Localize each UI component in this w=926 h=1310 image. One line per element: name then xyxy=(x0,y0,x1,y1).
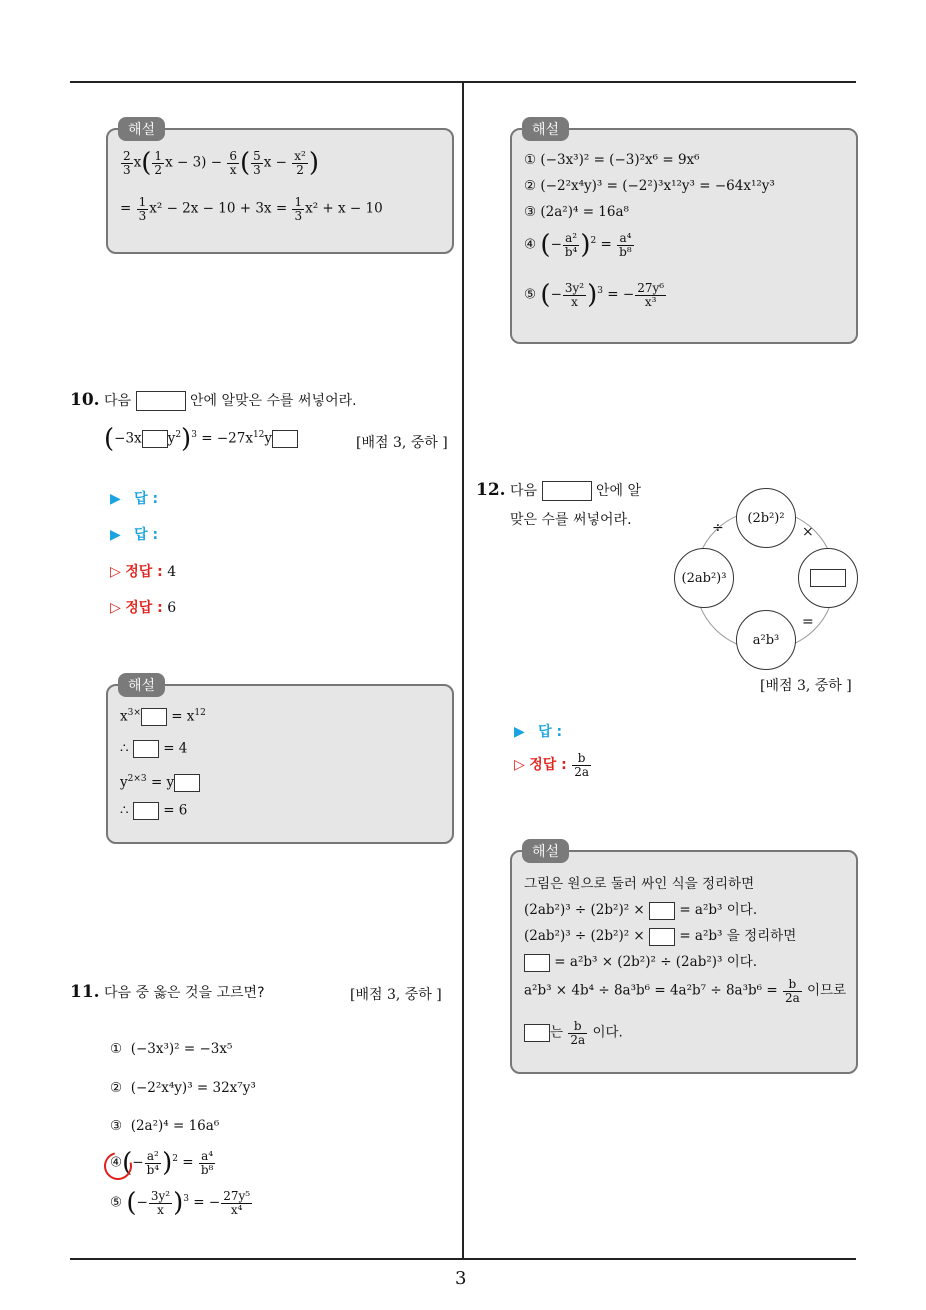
q10-number: 10. xyxy=(70,390,100,410)
q12-circle-right xyxy=(798,548,858,608)
q12-sol-line2: (2ab²)³ ÷ (2b²)² × = a²b³ 이다. xyxy=(524,902,758,918)
q11-sol-2: ② (−2²x⁴y)³ = (−2²)³x¹²y³ = −64x¹²y³ xyxy=(524,178,775,194)
q11-sol-3: ③ (2a²)⁴ = 16a⁸ xyxy=(524,204,629,220)
q12-sol-line3: (2ab²)³ ÷ (2b²)² × = a²b³ 을 정리하면 xyxy=(524,928,797,944)
q12-text-line2: 맞은 수를 써넣어라. xyxy=(510,512,632,528)
q11-solution-tag: 해설 xyxy=(522,117,569,141)
q12-score: [배점 3, 중하 ] xyxy=(760,678,852,694)
play-outline-icon: ▷ xyxy=(110,600,121,616)
q11-option-5[interactable]: ⑤ (− $\frac{\text{3y²}}{x}$ )$^3$ = − $\frac{\text{27y⁵}}{\text{x⁴}}$ xyxy=(110,1188,251,1218)
q10-expr-blank-2 xyxy=(272,430,298,448)
q12-correct-value: $\frac{b}{2a}$ xyxy=(574,751,590,779)
play-outline-icon: ▷ xyxy=(110,564,121,580)
q11-score: [배점 3, 중하 ] xyxy=(350,987,442,1003)
q12-answer-label: 답 : xyxy=(538,724,563,740)
q10-correct-2 xyxy=(110,597,176,617)
q11-option-1[interactable]: ① (−3x³)² = −3x⁵ xyxy=(110,1041,233,1057)
q12-number: 12. xyxy=(476,480,506,500)
page-number: 3 xyxy=(455,1268,467,1289)
q10-expression: (−3x $y^2)^3 = -27x^{12}y$ xyxy=(104,424,298,454)
q12-sol-line1: 그림은 원으로 둘러 싸인 식을 정리하면 xyxy=(524,876,755,892)
q11-solution-box xyxy=(510,128,858,344)
q10-sol-line2: ∴ = 4 xyxy=(120,740,188,757)
q12-solution-box xyxy=(510,850,858,1074)
q10-correct-value-1: 4 xyxy=(167,564,177,580)
q12-op-equals: = xyxy=(802,614,814,630)
play-outline-icon: ▷ xyxy=(514,757,525,774)
q10-solution-box xyxy=(106,684,454,844)
q11-option-4[interactable]: ④(− $\frac{\text{a²}}{\text{b⁴}}$ )$^2$ = $\frac{\text{a⁴}}{\text{b⁸}}$ xyxy=(110,1148,214,1178)
q11-sol-1: ① (−3x³)² = (−3)²x⁶ = 9x⁶ xyxy=(524,152,700,168)
q10-correct-value-2: 6 xyxy=(167,600,177,616)
q12-text-after: 안에 알 xyxy=(596,483,642,499)
q10-sol-line4: ∴ = 6 xyxy=(120,802,188,819)
prev-solution-line2: = $\frac{1}{3}$ x² − 2x − 10 + 3x = $\frac{1}{3}$ x² + x − 10 xyxy=(120,195,383,223)
q11-sol-5: ⑤ (− $\frac{\text{3y²}}{x}$ )$^3$ = − $\frac{\text{27y⁶}}{\text{x³}}$ xyxy=(524,280,665,310)
q12-circle-left: (2ab²)³ xyxy=(674,548,734,608)
q11-option-2[interactable]: ② (−2²x⁴y)³ = 32x⁷y³ xyxy=(110,1080,256,1096)
footer-rule xyxy=(70,1258,856,1260)
q12-circle-bottom: a²b³ xyxy=(736,610,796,670)
q11-option-3[interactable]: ③ (2a²)⁴ = 16a⁶ xyxy=(110,1118,220,1134)
q10-sol-line3: $y^{2\times 3} = y$ xyxy=(120,774,200,792)
q12-solution-tag: 해설 xyxy=(522,839,569,863)
q12-circle-top: (2b²)² xyxy=(736,488,796,548)
prev-solution-tag: 해설 xyxy=(118,117,165,141)
q12-correct xyxy=(514,752,592,778)
q10-header xyxy=(70,390,357,411)
q12-sol-line6: 는 $\frac{b}{2a}$ 이다. xyxy=(524,1020,623,1046)
prev-solution-box xyxy=(106,128,454,254)
q10-blank xyxy=(136,391,186,411)
q12-answer xyxy=(514,721,562,741)
q10-text-after: 안에 알맞은 수를 써넣어라. xyxy=(190,393,357,409)
q12-header xyxy=(476,480,641,501)
q11-number: 11. xyxy=(70,982,100,1002)
column-divider xyxy=(462,83,464,1258)
q10-answer-label-2: 답 : xyxy=(134,527,159,543)
q12-op-multiply: × xyxy=(802,524,814,540)
play-icon: ▶ xyxy=(110,527,121,543)
q10-answer-1 xyxy=(110,488,158,508)
q10-solution-tag: 해설 xyxy=(118,673,165,697)
play-icon: ▶ xyxy=(110,491,121,507)
q11-sol-4: ④ (− $\frac{\text{a²}}{\text{b⁴}}$ )$^2$ = $\frac{\text{a⁴}}{\text{b⁸}}$ xyxy=(524,230,632,260)
q12-sol-line4: = a²b³ × (2b²)² ÷ (2ab²)³ 이다. xyxy=(524,950,757,972)
q10-sol-line1: $x^{3\times} = x^{12}$ xyxy=(120,708,206,725)
q10-answer-label-1: 답 : xyxy=(134,491,159,507)
q12-sol-line5: a²b³ × 4b⁴ ÷ 8a³b⁶ = 4a²b⁷ ÷ 8a³b⁶ = $\frac{b}{2a}$ 이므로 xyxy=(524,977,847,1005)
q10-correct-label-1: 정답 : xyxy=(125,564,163,580)
q11-header xyxy=(70,982,265,1002)
q10-correct-label-2: 정답 : xyxy=(125,600,163,616)
q12-text-before: 다음 xyxy=(510,483,538,499)
q10-score: [배점 3, 중하 ] xyxy=(356,435,448,451)
q10-correct-1 xyxy=(110,561,176,581)
q10-text-before: 다음 xyxy=(104,393,132,409)
q11-text: 다음 중 옳은 것을 고르면? xyxy=(104,985,265,1001)
q12-blank xyxy=(542,481,592,501)
q12-op-divide: ÷ xyxy=(712,520,724,536)
play-icon: ▶ xyxy=(514,724,525,740)
q10-answer-2 xyxy=(110,524,158,544)
prev-solution-line1: $\frac{2}{3}$ x( $\frac{1}{2}$ x − 3) − $\frac{6}{x}$ ( $\frac{5}{3}$ x − $\frac{\text{x²}}{2}$ ) xyxy=(123,148,320,178)
q10-expr-blank-1 xyxy=(142,430,168,448)
q12-correct-label: 정답 : xyxy=(529,757,567,774)
